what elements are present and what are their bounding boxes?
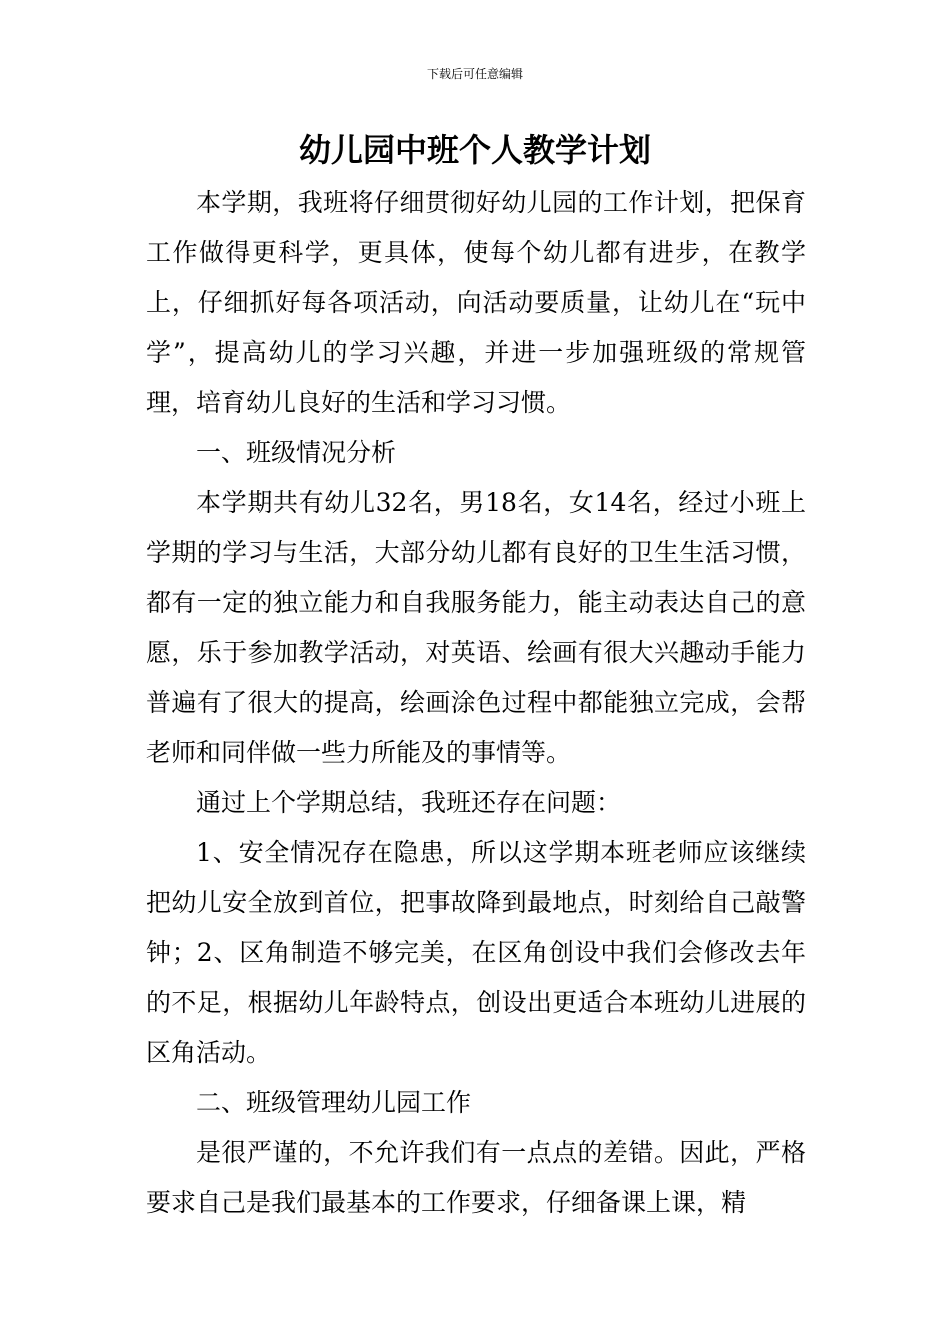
document-body [146, 178, 806, 1228]
paragraph-class-management: 是很严谨的，不允许我们有一点点的差错。因此，严格要求自己是我们最基本的工作要求，仔细备课上课，精 [146, 1138, 806, 1217]
document-title: 幼儿园中班个人教学计划 [298, 131, 651, 169]
paragraph-intro: 本学期，我班将仔细贯彻好幼儿园的工作计划，把保育工作做得更科学，更具体，使每个幼儿都有进步，在教学上，仔细抓好每各项活动，向活动要质量，让幼儿在“玩中学”，提高幼儿的学习兴趣，并进一步加强班级的常规管理，培育幼儿良好的生活和学习习惯。 [146, 188, 806, 417]
section-heading-class-analysis: 一、班级情况分析 [196, 438, 397, 467]
paragraph-problems-list: 1、安全情况存在隐患，所以这学期本班老师应该继续把幼儿安全放到首位，把事故降到最地点，时刻给自己敲警钟；2、区角制造不够完美，在区角创设中我们会修改去年的不足，根据幼儿年龄特点，创设出更适合本班幼儿进展的区角活动。 [146, 838, 806, 1067]
section-heading-class-management: 二、班级管理幼儿园工作 [196, 1088, 472, 1117]
paragraph-class-analysis: 本学期共有幼儿32名，男18名，女14名，经过小班上学期的学习与生活，大部分幼儿都有良好的卫生生活习惯，都有一定的独立能力和自我服务能力，能主动表达自己的意愿，乐于参加教学活动，对英语、绘画有很大兴趣动手能力普遍有了很大的提高，绘画涂色过程中都能独立完成，会帮老师和同伴做一些力所能及的事情等。 [146, 488, 806, 767]
paragraph-problems-intro: 通过上个学期总结，我班还存在问题： [196, 788, 622, 817]
header-note: 下载后可任意编辑 [426, 67, 523, 81]
